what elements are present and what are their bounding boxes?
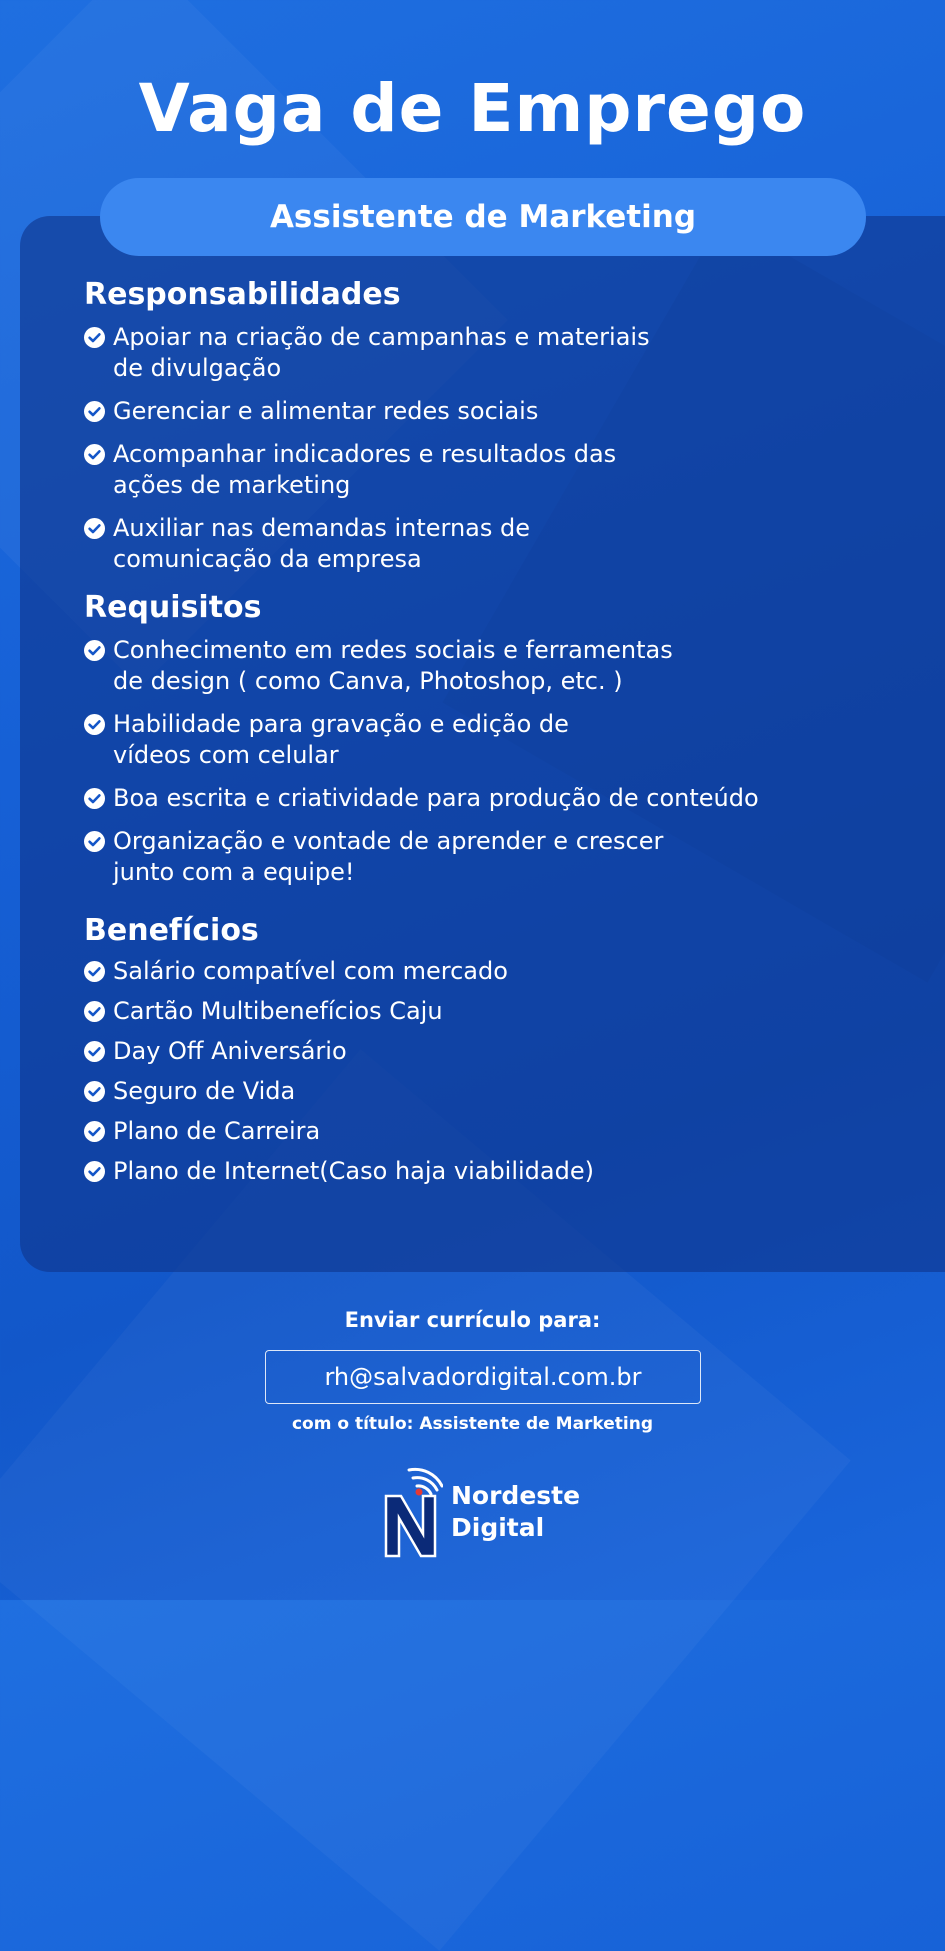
list-item-line: Salário compatível com mercado: [113, 957, 508, 985]
list-item: [84, 956, 864, 987]
list-item-line: Auxiliar nas demandas internas de: [113, 514, 531, 542]
brand-name-line1: Nordeste: [451, 1481, 581, 1510]
list-item-line: vídeos com celular: [113, 741, 339, 769]
list-item-line: Conhecimento em redes sociais e ferramentas: [113, 636, 673, 664]
brand-name-line2: Digital: [451, 1513, 545, 1542]
list-item-line: comunicação da empresa: [113, 545, 422, 573]
list-item-line: Day Off Aniversário: [113, 1037, 347, 1065]
check-circle-icon: [84, 831, 105, 852]
list-item-line: Gerenciar e alimentar redes sociais: [113, 397, 539, 425]
list-item-text: [113, 1156, 594, 1187]
list-item-text: [113, 1076, 295, 1107]
check-circle-icon: [84, 1081, 105, 1102]
page-title: Vaga de Emprego: [138, 70, 807, 147]
list-item-line: Boa escrita e criatividade para produção de conteúdo: [113, 784, 759, 812]
check-circle-icon: [84, 518, 105, 539]
responsibilities-list: [84, 322, 864, 575]
check-circle-icon: [84, 640, 105, 661]
list-item-line: Organização e vontade de aprender e crescer: [113, 827, 664, 855]
check-circle-icon: [84, 1001, 105, 1022]
list-item-line: Plano de Internet(Caso haja viabilidade): [113, 1157, 594, 1185]
list-item-line: Acompanhar indicadores e resultados das: [113, 440, 617, 468]
list-item: [84, 826, 864, 888]
list-item: [84, 513, 864, 575]
list-item: [84, 996, 864, 1027]
list-item-line: de design ( como Canva, Photoshop, etc. ): [113, 667, 623, 695]
send-resume-label: Enviar currículo para:: [344, 1308, 601, 1332]
list-item: [84, 635, 864, 697]
list-item-text: [113, 635, 673, 697]
list-item-line: de divulgação: [113, 354, 282, 382]
list-item: [84, 1156, 864, 1187]
check-circle-icon: [84, 788, 105, 809]
check-circle-icon: [84, 1161, 105, 1182]
check-circle-icon: [84, 327, 105, 348]
benefits-heading: Benefícios: [84, 913, 259, 948]
responsibilities-section: [84, 274, 864, 575]
list-item-line: Plano de Carreira: [113, 1117, 321, 1145]
list-item-line: ações de marketing: [113, 471, 351, 499]
requirements-heading: Requisitos: [84, 590, 262, 625]
n-wifi-logo-icon: [383, 1466, 443, 1558]
brand-logo: [383, 1466, 580, 1558]
list-item: [84, 322, 864, 384]
check-circle-icon: [84, 714, 105, 735]
list-item-text: [113, 996, 443, 1027]
list-item-text: [113, 396, 538, 427]
check-circle-icon: [84, 1041, 105, 1062]
list-item-text: [113, 709, 569, 771]
list-item-text: [113, 1036, 347, 1067]
contact-email[interactable]: rh@salvadordigital.com.br: [265, 1350, 701, 1404]
list-item-text: [113, 826, 663, 888]
list-item-text: [113, 783, 759, 814]
list-item: [84, 1036, 864, 1067]
list-item-line: Habilidade para gravação e edição de: [113, 710, 569, 738]
list-item-line: junto com a equipe!: [113, 858, 355, 886]
email-subject-note: com o título: Assistente de Marketing: [291, 1414, 654, 1434]
check-circle-icon: [84, 1121, 105, 1142]
list-item: [84, 439, 864, 501]
check-circle-icon: [84, 444, 105, 465]
list-item-text: [113, 1116, 320, 1147]
list-item: [84, 1116, 864, 1147]
list-item-line: Cartão Multibenefícios Caju: [113, 997, 443, 1025]
brand-name: [451, 1480, 580, 1544]
position-badge: Assistente de Marketing: [100, 178, 866, 256]
check-circle-icon: [84, 401, 105, 422]
list-item: [84, 783, 864, 814]
benefits-section: [84, 910, 864, 1187]
list-item-line: Seguro de Vida: [113, 1077, 296, 1105]
check-circle-icon: [84, 961, 105, 982]
list-item-text: [113, 956, 508, 987]
list-item-line: Apoiar na criação de campanhas e materiais: [113, 323, 650, 351]
benefits-list: [84, 956, 864, 1187]
list-item-text: [113, 513, 530, 575]
list-item: [84, 1076, 864, 1107]
requirements-list: [84, 635, 864, 888]
list-item-text: [113, 322, 650, 384]
list-item: [84, 396, 864, 427]
job-details: [84, 274, 864, 1196]
requirements-section: [84, 587, 864, 888]
responsibilities-heading: Responsabilidades: [84, 277, 401, 312]
list-item: [84, 709, 864, 771]
list-item-text: [113, 439, 616, 501]
